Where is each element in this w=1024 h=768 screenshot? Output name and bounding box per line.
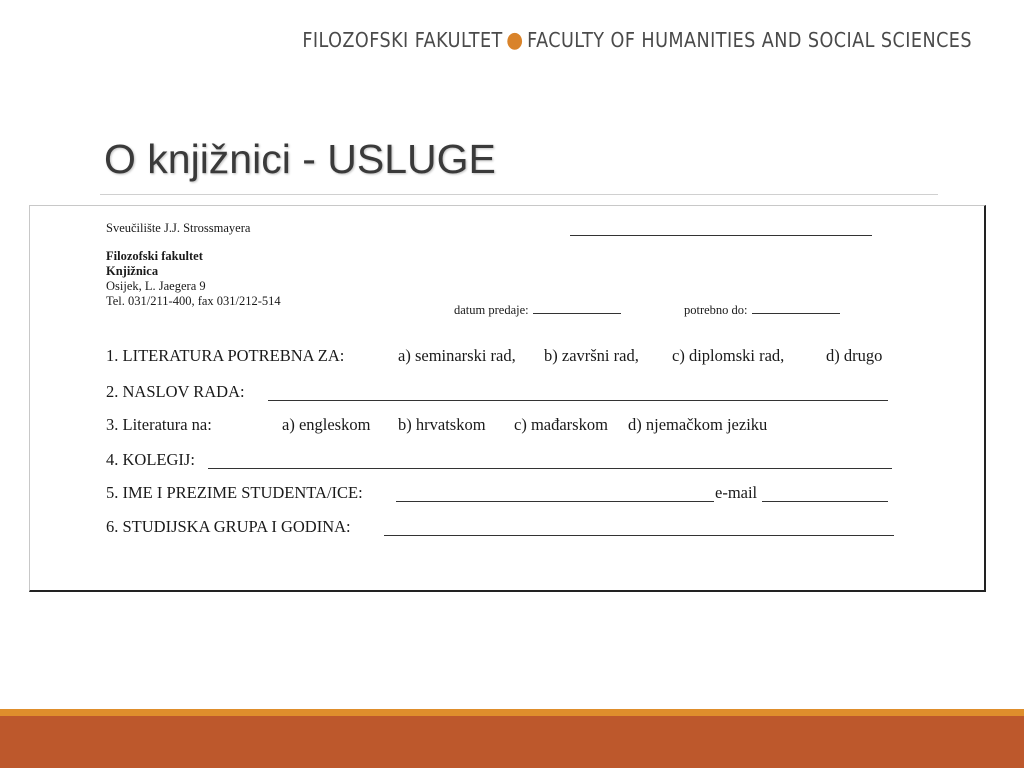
signature-line <box>570 235 872 236</box>
library-address: Osijek, L. Jaegera 9 <box>106 279 206 293</box>
work-title-label: 2. NASLOV RADA: <box>106 382 245 401</box>
purpose-label: 1. LITERATURA POTREBNA ZA: <box>106 346 345 365</box>
library-phone: Tel. 031/211-400, fax 031/212-514 <box>106 294 281 308</box>
course-line <box>208 468 892 469</box>
email-line <box>762 501 888 502</box>
purpose-option-c: c) diplomski rad, <box>672 346 785 365</box>
student-name-label: 5. IME I PREZIME STUDENTA/ICE: <box>106 483 363 502</box>
submit-date-line <box>533 303 621 314</box>
faculty-name-en: FACULTY OF HUMANITIES AND SOCIAL SCIENCES <box>527 28 972 52</box>
title-divider <box>100 194 938 195</box>
purpose-option-b: b) završni rad, <box>544 346 639 365</box>
footer-band <box>0 709 1024 768</box>
course-label: 4. KOLEGIJ: <box>106 450 195 469</box>
slide-title: O knjižnici - USLUGE <box>104 136 496 182</box>
language-option-c: c) mađarskom <box>514 415 608 434</box>
language-option-b: b) hrvatskom <box>398 415 486 434</box>
due-date-field <box>684 303 840 318</box>
faculty-name-hr: FILOZOFSKI FAKULTET <box>302 28 503 52</box>
faculty-name: Filozofski fakultet <box>106 249 203 263</box>
submit-date-field <box>454 303 621 318</box>
faculty-header <box>302 28 972 53</box>
student-name-line <box>396 501 714 502</box>
due-date-label: potrebno do: <box>684 303 748 317</box>
work-title-line <box>268 400 888 401</box>
due-date-line <box>752 303 840 314</box>
language-option-d: d) njemačkom jeziku <box>628 415 768 434</box>
language-option-a: a) engleskom <box>282 415 371 434</box>
language-label: 3. Literatura na: <box>106 415 212 434</box>
study-group-label: 6. STUDIJSKA GRUPA I GODINA: <box>106 517 351 536</box>
email-label: e-mail <box>715 483 758 502</box>
university-name: Sveučilište J.J. Strossmayera <box>106 221 251 235</box>
library-request-form <box>29 205 986 592</box>
submit-date-label: datum predaje: <box>454 303 529 317</box>
library-name: Knjižnica <box>106 264 159 278</box>
study-group-line <box>384 535 894 536</box>
bullet-separator-icon: ● <box>506 28 524 53</box>
purpose-option-d: d) drugo <box>826 346 883 365</box>
purpose-option-a: a) seminarski rad, <box>398 346 516 365</box>
